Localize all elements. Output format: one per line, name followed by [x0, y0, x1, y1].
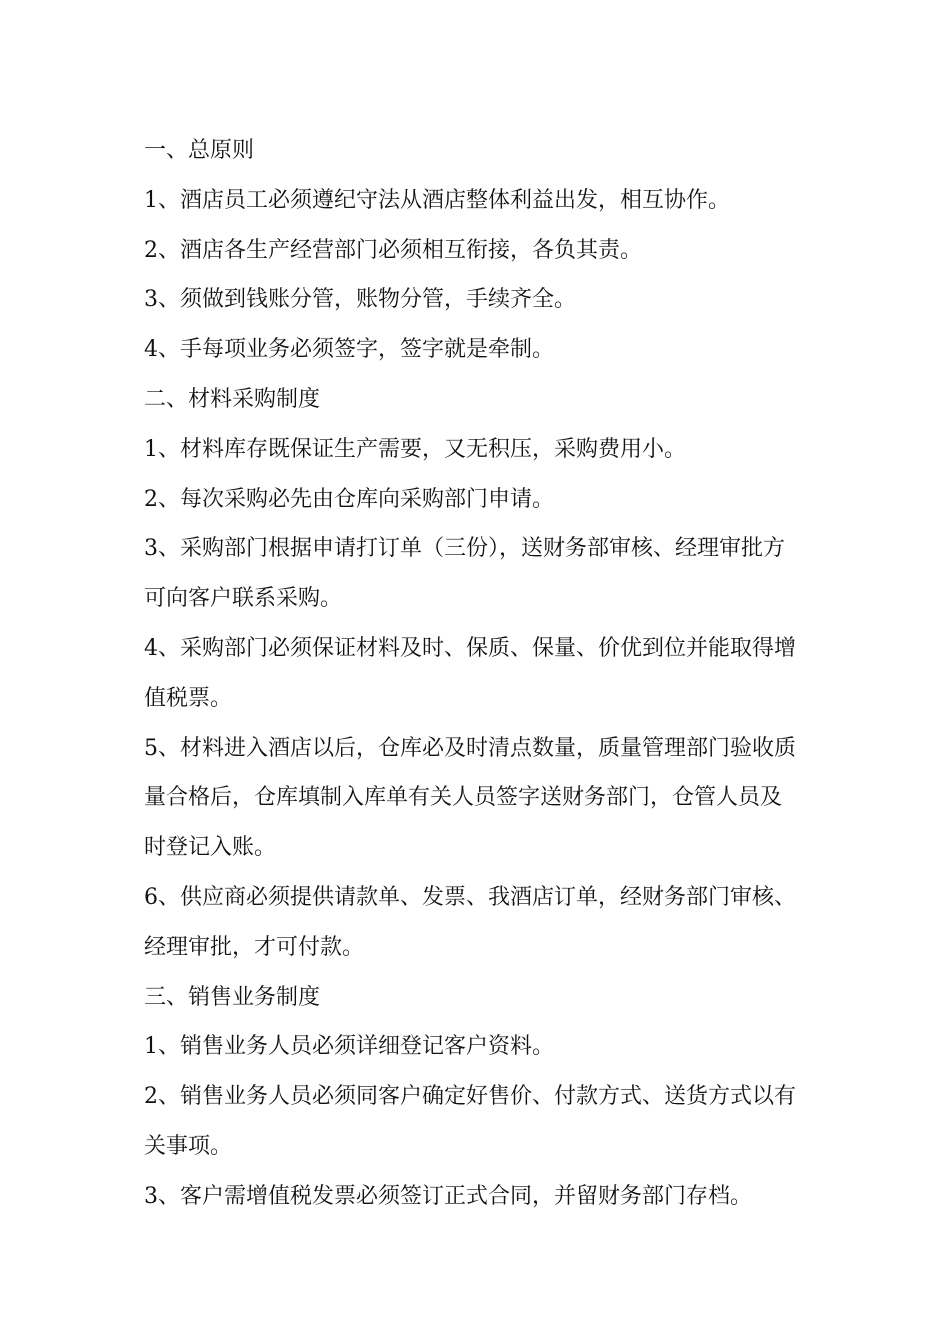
- list-item: [144, 524, 814, 574]
- item-separator: 、: [158, 187, 181, 213]
- item-text: 关事项。: [144, 1133, 233, 1159]
- list-item: [144, 724, 814, 774]
- item-separator: 、: [158, 237, 181, 263]
- item-number: 6: [144, 884, 158, 910]
- item-separator: 、: [158, 635, 181, 661]
- list-item-continuation: [144, 1122, 814, 1172]
- item-number: 1: [144, 1034, 158, 1060]
- list-item: [144, 624, 814, 674]
- item-number: 1: [144, 436, 158, 462]
- item-number: 3: [144, 1183, 158, 1209]
- list-item-continuation: [144, 923, 814, 973]
- list-item: [144, 275, 814, 325]
- item-separator: 、: [158, 884, 181, 910]
- item-separator: 、: [158, 1034, 181, 1060]
- item-text: 每次采购必先由仓库向采购部门申请。: [180, 486, 555, 512]
- item-text: 经理审批，才可付款。: [144, 934, 365, 960]
- item-separator: 、: [158, 337, 181, 363]
- list-item-continuation: [144, 773, 814, 823]
- item-number: 3: [144, 287, 158, 313]
- item-number: 4: [144, 337, 158, 363]
- item-text: 销售业务人员必须同客户确定好售价、付款方式、送货方式以有: [180, 1084, 797, 1110]
- item-number: 4: [144, 635, 158, 661]
- item-separator: 、: [158, 486, 181, 512]
- item-text: 材料库存既保证生产需要，又无积压，采购费用小。: [180, 436, 687, 462]
- item-number: 2: [144, 1084, 158, 1110]
- item-text: 可向客户联系采购。: [144, 586, 343, 612]
- section-heading: 一、总原则: [144, 138, 255, 163]
- list-item: [144, 226, 814, 276]
- section-heading: 二、材料采购制度: [144, 386, 321, 412]
- list-item-continuation: [144, 674, 814, 724]
- item-text: 酒店员工必须遵纪守法从酒店整体利益出发，相互协作。: [180, 187, 731, 213]
- list-item: [144, 425, 814, 475]
- list-item: [144, 475, 814, 525]
- item-number: 2: [144, 486, 158, 512]
- item-text: 值税票。: [144, 685, 233, 711]
- item-number: 3: [144, 536, 158, 562]
- item-number: 5: [144, 735, 158, 761]
- item-text: 时登记入账。: [144, 835, 277, 861]
- list-item: [144, 1172, 814, 1222]
- item-text: 须做到钱账分管，账物分管，手续齐全。: [180, 287, 577, 313]
- list-item-continuation: [144, 823, 814, 873]
- item-text: 材料进入酒店以后，仓库必及时清点数量，质量管理部门验收质: [180, 735, 797, 761]
- list-item-continuation: [144, 574, 814, 624]
- list-item: [144, 873, 814, 923]
- list-item: [144, 1022, 814, 1072]
- item-separator: 、: [158, 1084, 181, 1110]
- item-separator: 、: [158, 536, 181, 562]
- item-separator: 、: [158, 1183, 181, 1209]
- item-text: 酒店各生产经营部门必须相互衔接，各负其责。: [180, 237, 643, 263]
- list-item: [144, 325, 814, 375]
- item-number: 1: [144, 187, 158, 213]
- item-text: 销售业务人员必须详细登记客户资料。: [180, 1034, 555, 1060]
- item-text: 供应商必须提供请款单、发票、我酒店订单，经财务部门审核、: [180, 884, 797, 910]
- document-body: [144, 126, 814, 1222]
- list-item: [144, 176, 814, 226]
- item-text: 采购部门必须保证材料及时、保质、保量、价优到位并能取得增: [180, 635, 797, 661]
- item-separator: 、: [158, 287, 181, 313]
- item-separator: 、: [158, 735, 181, 761]
- item-text: 采购部门根据申请打订单（三份），送财务部审核、经理审批方: [180, 536, 786, 562]
- item-separator: 、: [158, 436, 181, 462]
- list-item: [144, 1072, 814, 1122]
- item-text: 手每项业务必须签字，签字就是牵制。: [180, 337, 555, 363]
- item-text: 客户需增值税发票必须签订正式合同，并留财务部门存档。: [180, 1183, 753, 1209]
- item-text: 量合格后，仓库填制入库单有关人员签字送财务部门，仓管人员及: [144, 785, 783, 811]
- item-number: 2: [144, 237, 158, 263]
- section-heading: 三、销售业务制度: [144, 984, 321, 1010]
